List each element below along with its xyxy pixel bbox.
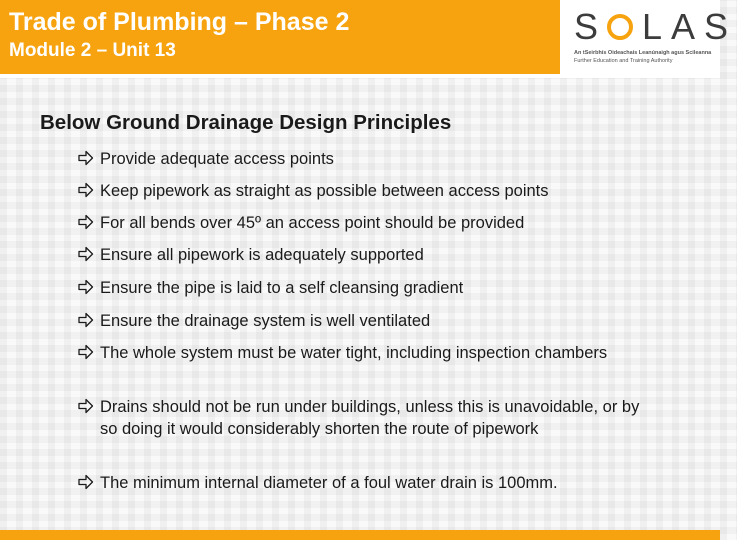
bullet-text: Keep pipework as straight as possible between access points bbox=[100, 182, 549, 200]
bullet-item bbox=[78, 277, 678, 299]
bullet-text: Drains should not be run under buildings, unless this is unavoidable, or by so doing it would considerably shorten the route of pipework bbox=[100, 398, 640, 438]
logo-tagline-english: Further Education and Training Authority bbox=[574, 58, 673, 64]
outlined-arrow-right-icon bbox=[78, 148, 94, 168]
bullet-text: Ensure all pipework is adequately supported bbox=[100, 246, 424, 264]
title-band bbox=[0, 0, 560, 74]
bullet-text: Ensure the drainage system is well ventilated bbox=[100, 312, 431, 330]
outlined-arrow-right-icon bbox=[78, 472, 94, 492]
outlined-arrow-right-icon bbox=[78, 396, 94, 416]
bullet-item bbox=[78, 472, 678, 494]
bullet-item bbox=[78, 180, 678, 202]
outlined-arrow-right-icon bbox=[78, 342, 94, 362]
logo-tagline-irish: An tSeirbhís Oideachais Leanúnaigh agus Scileanna bbox=[574, 50, 712, 56]
bullet-text: For all bends over 45º an access point should be provided bbox=[100, 214, 525, 232]
logo-wordmark bbox=[574, 6, 737, 48]
bullet-text: The whole system must be water tight, including inspection chambers bbox=[100, 344, 608, 362]
bullet-item bbox=[78, 396, 658, 440]
outlined-arrow-right-icon bbox=[78, 310, 94, 330]
solas-logo bbox=[566, 6, 737, 72]
bullet-item bbox=[78, 148, 678, 170]
bullet-text: The minimum internal diameter of a foul water drain is 100mm. bbox=[100, 474, 558, 492]
header bbox=[0, 0, 737, 78]
bullet-item bbox=[78, 342, 638, 364]
logo-letter-s: S bbox=[574, 6, 608, 47]
logo-letters-las: LAS bbox=[642, 6, 737, 47]
bullet-text: Provide adequate access points bbox=[100, 150, 334, 168]
bullet-text: Ensure the pipe is laid to a self cleansing gradient bbox=[100, 279, 464, 297]
logo-ring-icon bbox=[607, 14, 633, 40]
outlined-arrow-right-icon bbox=[78, 277, 94, 297]
module-title: Module 2 – Unit 13 bbox=[9, 40, 176, 61]
outlined-arrow-right-icon bbox=[78, 212, 94, 232]
outlined-arrow-right-icon bbox=[78, 244, 94, 264]
slide-title: Below Ground Drainage Design Principles bbox=[40, 111, 452, 134]
outlined-arrow-right-icon bbox=[78, 180, 94, 200]
bullet-item bbox=[78, 244, 678, 266]
bullet-item bbox=[78, 212, 678, 234]
footer-accent-bar bbox=[0, 530, 720, 540]
course-title: Trade of Plumbing – Phase 2 bbox=[9, 8, 350, 36]
bullet-item bbox=[78, 310, 678, 332]
